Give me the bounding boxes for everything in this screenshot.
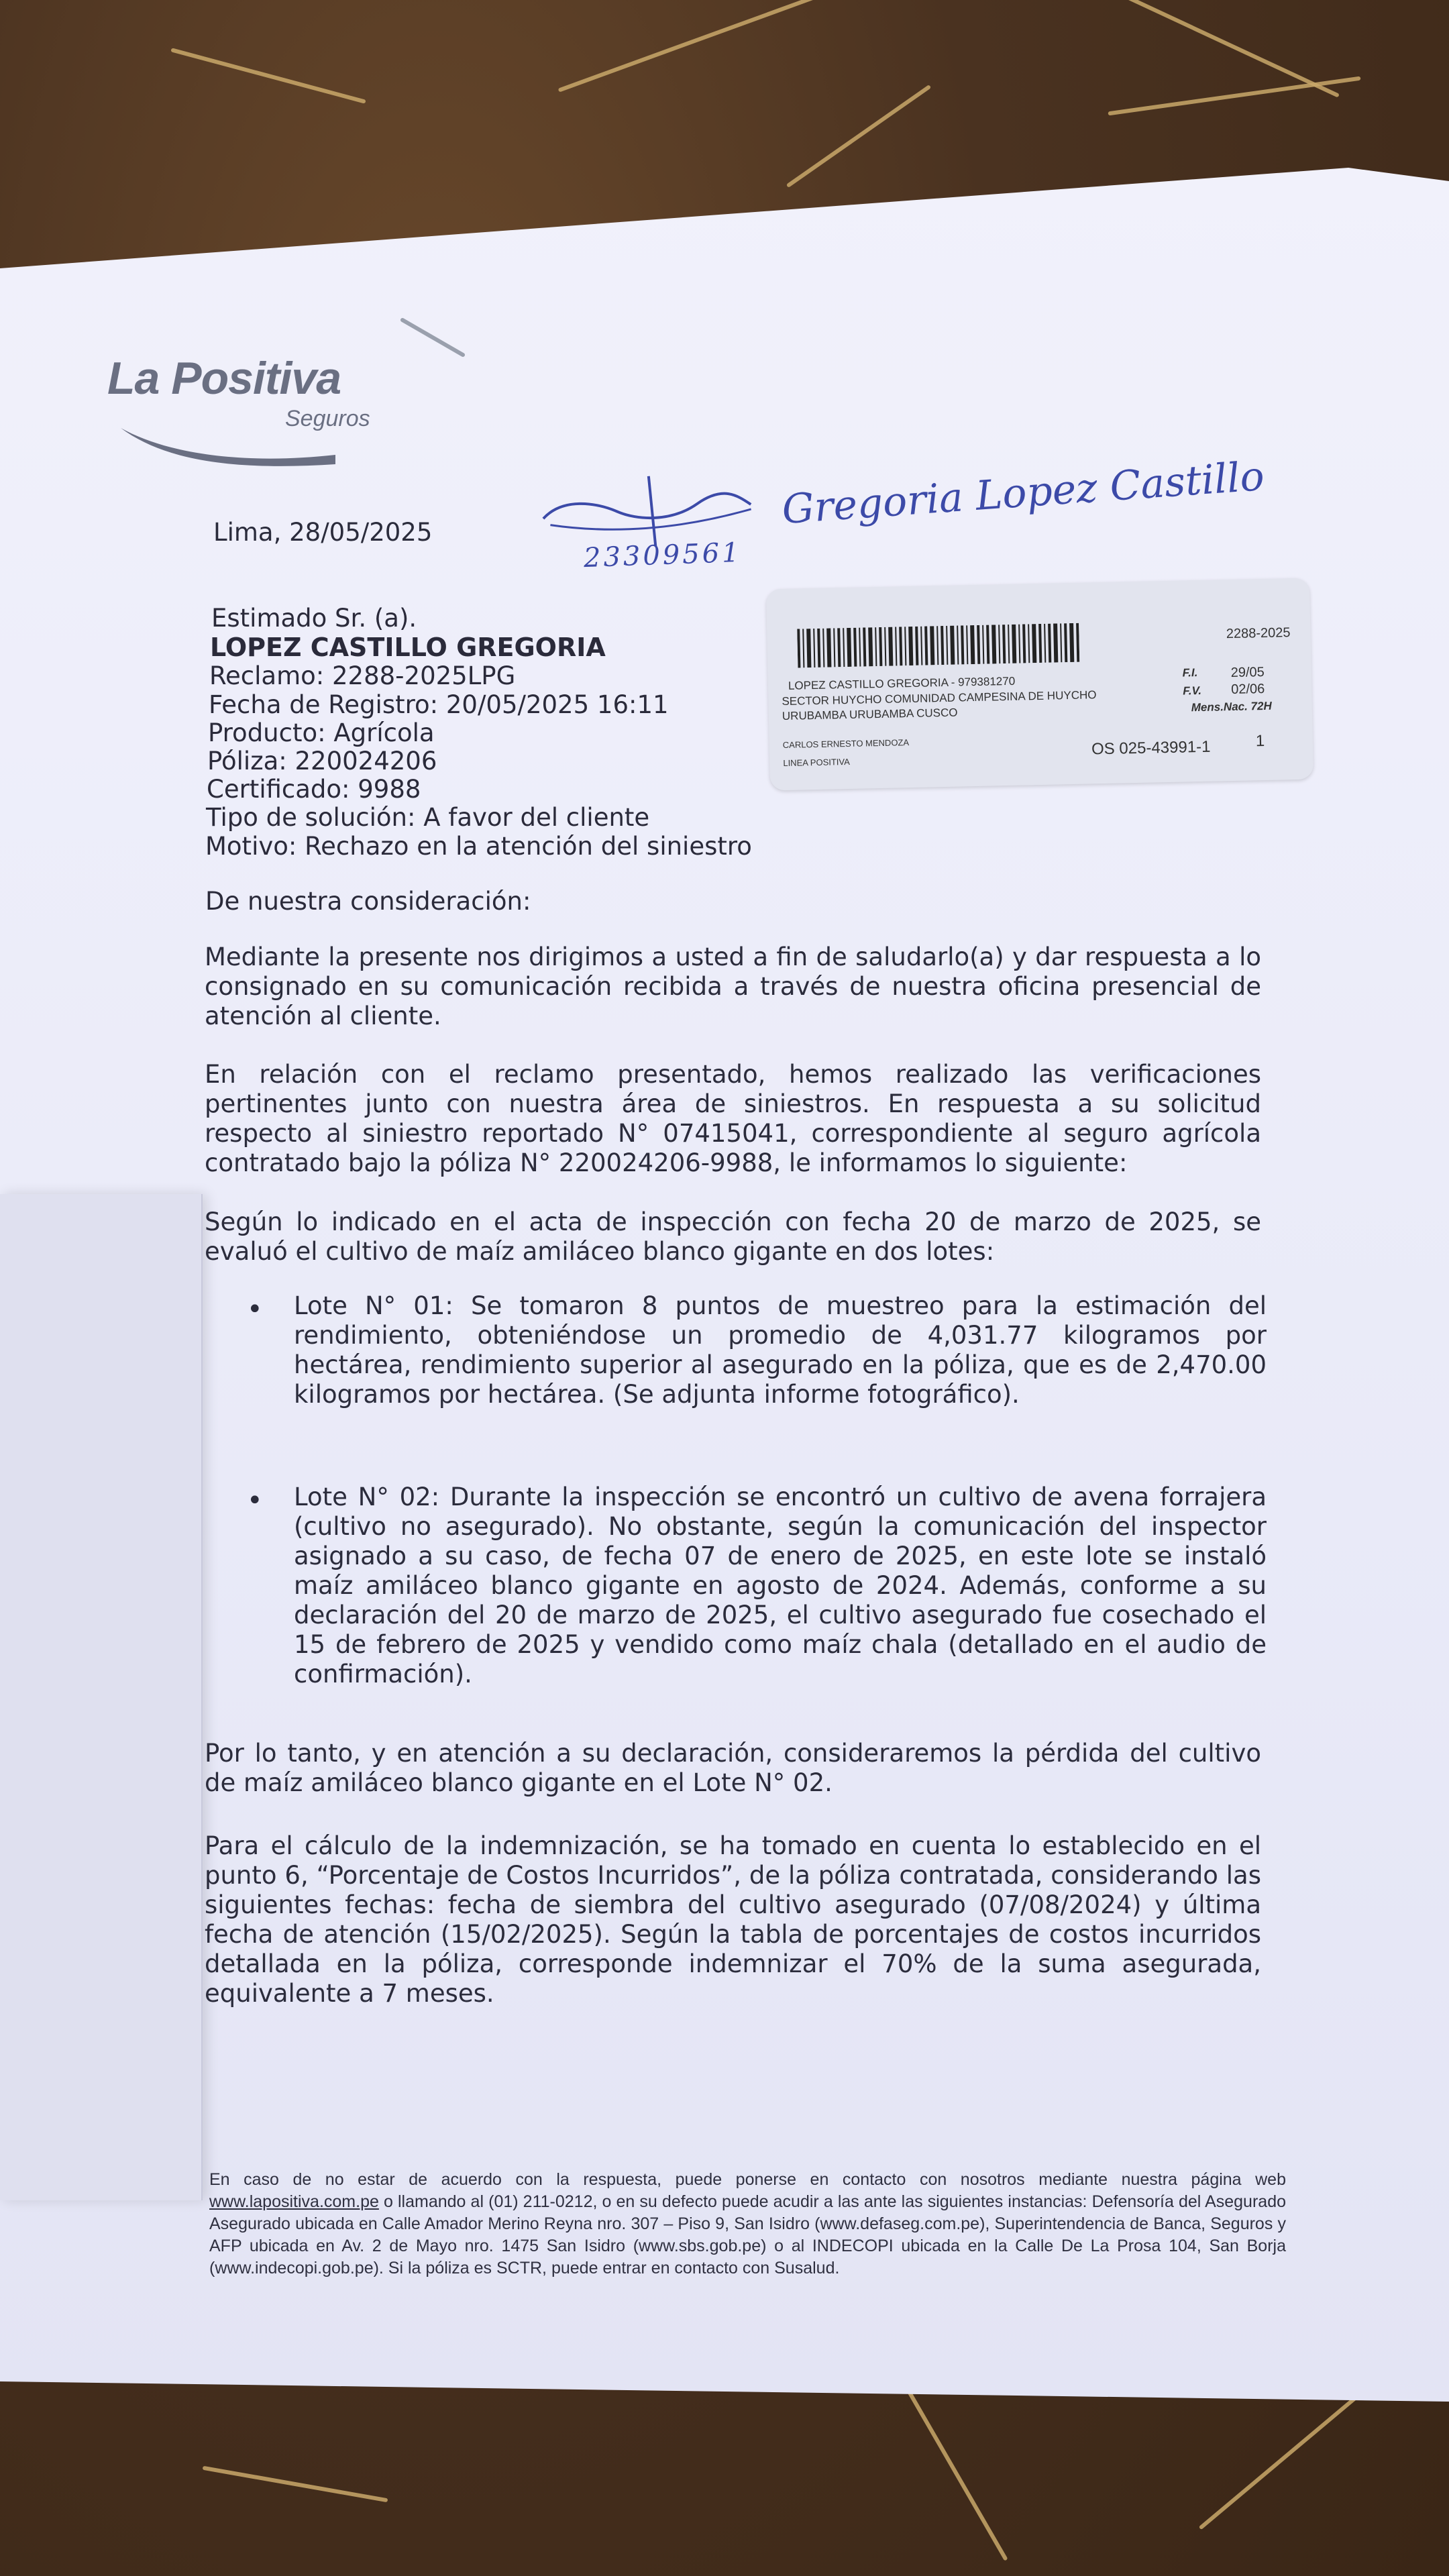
poliza-line: Póliza: 220024206: [207, 747, 437, 775]
label-code: 2288-2025: [1226, 625, 1291, 642]
label-mens: Mens.Nac. 72H: [1191, 699, 1272, 714]
barcode-icon: [797, 623, 1079, 668]
folded-page-underneath: [0, 1194, 203, 2200]
label-line-2: SECTOR HUYCHO COMUNIDAD CAMPESINA DE HUYCHO: [782, 688, 1097, 708]
logo-swoosh-icon: [117, 423, 339, 470]
motivo-line: Motivo: Rechazo en la atención del siniestro: [205, 832, 752, 861]
paragraph-5: Para el cálculo de la indemnización, se ha tomado en cuenta lo establecido en el punto 6, “Porcentaje de Costos Incurridos”, de la póliza contratada, considerando las siguientes fechas: fecha de siembra del cultivo asegurado (07/08/2024) y última fecha de atención (15/02/2025). Según la tabla de porcentajes de costos incurridos detallada en la póliza, corresponde indemnizar el 70% de la suma asegurada, equivalente a 7 meses.: [205, 1831, 1261, 2008]
footer-note: [209, 2169, 1286, 2279]
greeting: Estimado Sr. (a).: [211, 604, 417, 633]
certificado-line: Certificado: 9988: [207, 775, 421, 804]
handwritten-dni: 23309561: [583, 537, 743, 574]
footer-pre: En caso de no estar de acuerdo con la respuesta, puede ponerse en contacto con nosotros mediante nuestra página web: [209, 2170, 1286, 2189]
salutation: De nuestra consideración:: [205, 887, 531, 916]
producto-line: Producto: Agrícola: [208, 718, 435, 747]
bullet-2-marker: •: [247, 1485, 263, 1516]
paragraph-3: Según lo indicado en el acta de inspección con fecha 20 de marzo de 2025, se evaluó el cultivo de maíz amiláceo blanco gigante en dos lotes:: [205, 1208, 1261, 1266]
tracking-label: [766, 578, 1313, 791]
label-line-3: URUBAMBA URUBAMBA CUSCO: [782, 706, 958, 723]
label-fv-value: 02/06: [1231, 681, 1265, 698]
label-fi-label: F.I.: [1182, 666, 1198, 680]
label-line-1: LOPEZ CASTILLO GREGORIA - 979381270: [788, 674, 1016, 692]
footer-website-link[interactable]: www.lapositiva.com.pe: [209, 2192, 379, 2211]
bullet-lote-01: Lote N° 01: Se tomaron 8 puntos de muestreo para la estimación del rendimiento, obteniéndose un promedio de 4,031.77 kilogramos por hectárea, rendimiento superior al asegurado en la póliza, que es de 2,470.00 kilogramos por hectárea. (Se adjunta informe fotográfico).: [294, 1291, 1267, 1409]
fecha-registro-line: Fecha de Registro: 20/05/2025 16:11: [209, 690, 669, 719]
label-count: 1: [1255, 732, 1265, 751]
label-channel: LINEA POSITIVA: [783, 756, 850, 769]
company-logo: [101, 352, 370, 466]
tipo-solucion-line: Tipo de solución: A favor del cliente: [206, 803, 650, 832]
client-name: LOPEZ CASTILLO GREGORIA: [210, 633, 606, 662]
logo-subtitle: Seguros: [285, 406, 370, 431]
paragraph-2: En relación con el reclamo presentado, hemos realizado las verificaciones pertinentes junto con nuestra área de siniestros. En respuesta a su solicitud respecto al siniestro reportado N° 07415041, correspondiente al seguro agrícola contratado bajo la póliza N° 220024206-9988, le informamos lo siguiente:: [205, 1060, 1261, 1177]
footer-post: o llamando al (01) 211-0212, o en su defecto puede acudir a las ante las siguientes instancias: Defensoría del Asegurado Asegurado ubicada en Calle Amador Merino Reyna nro. 307 – Piso 9, San Isidro (www.defaseg.com.pe), Superintendencia de Banca, Seguros y AFP ubicada en Av. 2 de Mayo nro. 1475 San Isidro (www.sbs.gob.pe) o al INDECOPI ubicada en la Calle De La Prosa 104, San Borja (www.indecopi.gob.pe). Si la póliza es SCTR, puede entrar en contacto con Susalud.: [209, 2192, 1287, 2277]
label-agent: CARLOS ERNESTO MENDOZA: [782, 737, 910, 751]
logo-name: La Positiva: [107, 353, 341, 404]
reclamo-line: Reclamo: 2288-2025LPG: [209, 661, 516, 690]
bullet-1-marker: •: [247, 1294, 263, 1325]
label-os: OS 025-43991-1: [1091, 737, 1211, 759]
bullet-lote-02: Lote N° 02: Durante la inspección se encontró un cultivo de avena forrajera (cultivo no asegurado). No obstante, según la comunicación del inspector asignado a su caso, de fecha 07 de enero de 2025, en este lote se instaló maíz amiláceo blanco gigante en agosto de 2024. Además, conforme a su declaración del 20 de marzo de 2025, el cultivo asegurado fue cosechado el 15 de febrero de 2025 y vendido como maíz chala (detallado en el audio de confirmación).: [294, 1483, 1267, 1688]
date-line: Lima, 28/05/2025: [213, 518, 433, 547]
label-fi-value: 29/05: [1230, 664, 1265, 681]
handwritten-name: Gregoria Lopez Castillo: [780, 452, 1266, 534]
paragraph-1: Mediante la presente nos dirigimos a usted a fin de saludarlo(a) y dar respuesta a lo consignado en su comunicación recibida a través de nuestra oficina presencial de atención al cliente.: [205, 943, 1261, 1030]
paragraph-4: Por lo tanto, y en atención a su declaración, consideraremos la pérdida del cultivo de maíz amiláceo blanco gigante en el Lote N° 02.: [205, 1739, 1261, 1797]
label-fv-label: F.V.: [1183, 684, 1202, 698]
